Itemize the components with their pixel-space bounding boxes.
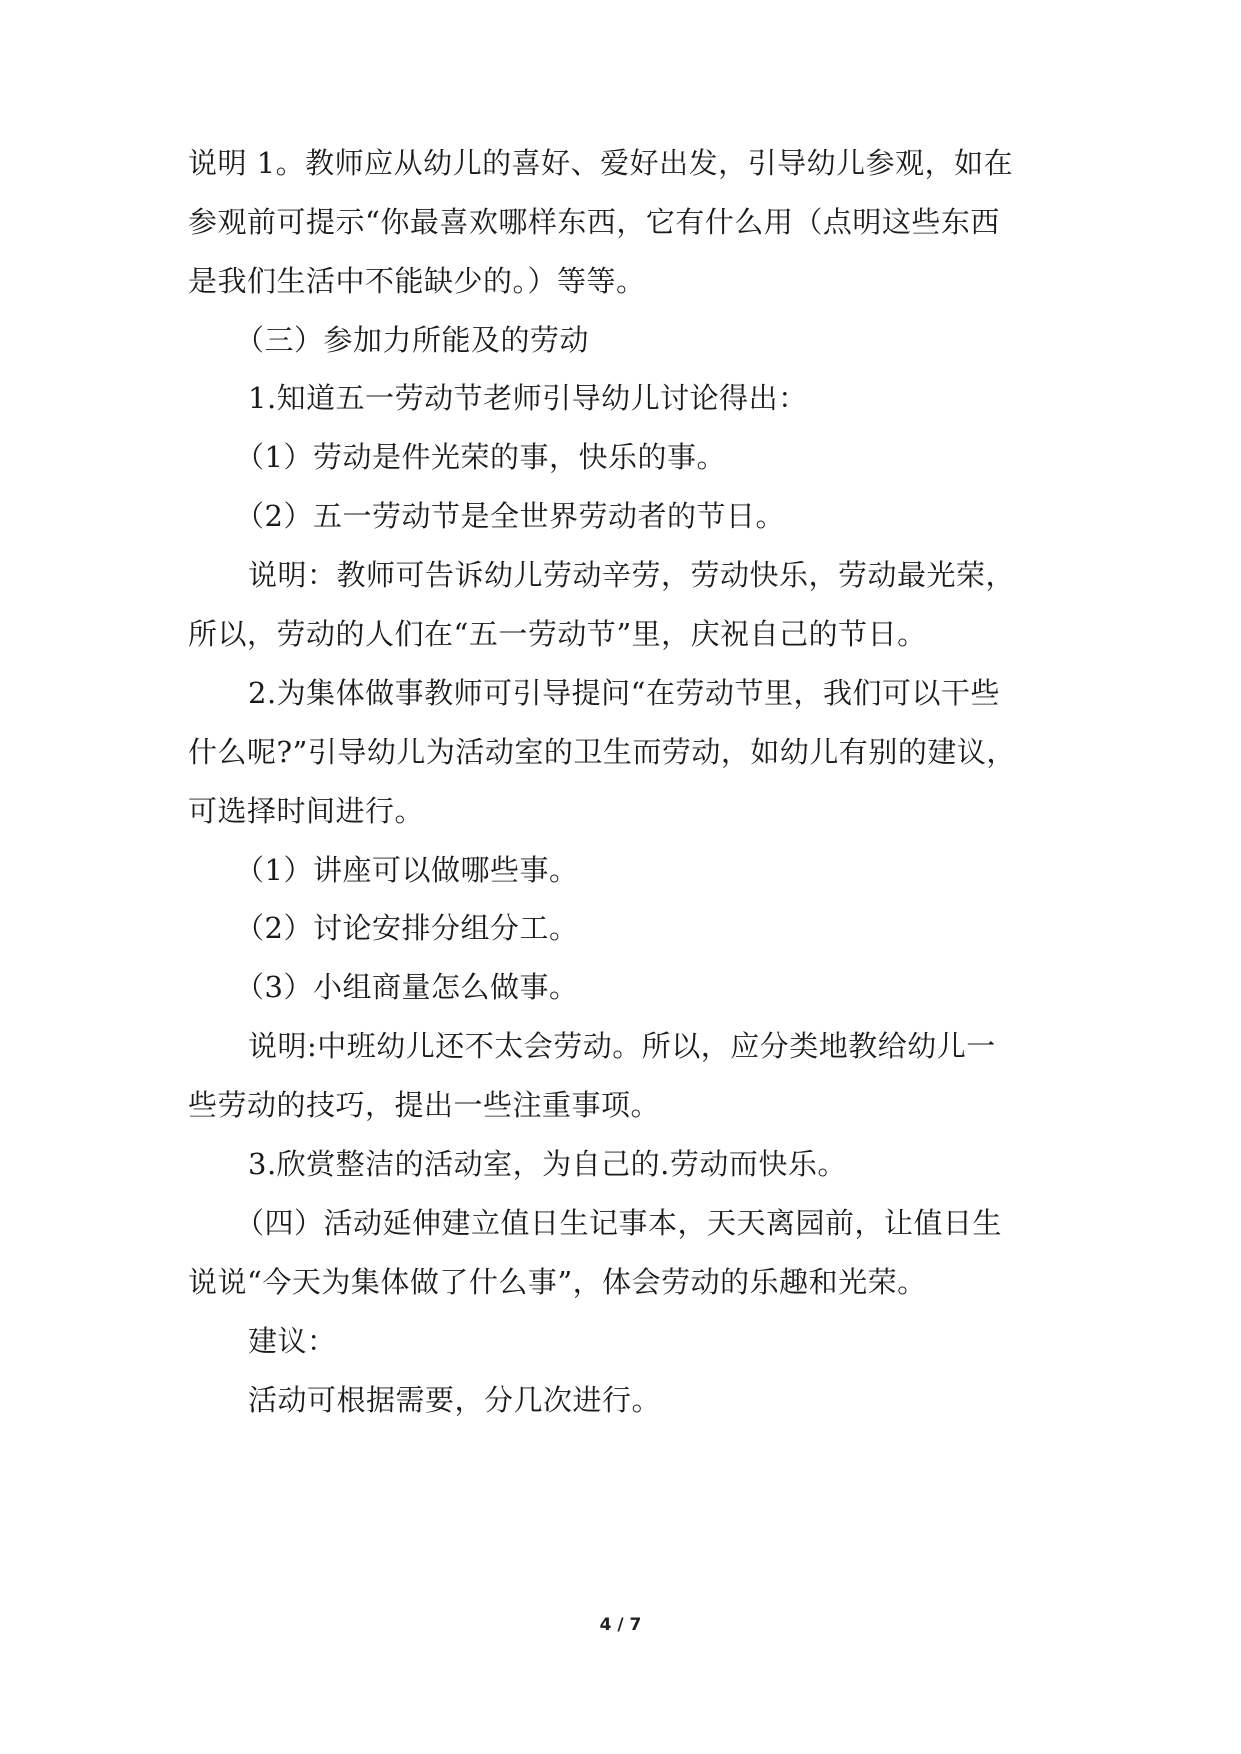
paragraph-line: 可选择时间进行。 [188, 794, 425, 828]
paragraph-line: 说明:中班幼儿还不太会劳动。所以，应分类地教给幼儿一 [248, 1029, 996, 1063]
paragraph-line: 参观前可提示“你最喜欢哪样东西，它有什么用（点明这些东西 [188, 205, 1000, 239]
list-item: （2）五一劳动节是全世界劳动者的节日。 [235, 499, 785, 533]
list-item: （1）劳动是件光荣的事，快乐的事。 [235, 440, 726, 474]
paragraph-line: 所以，劳动的人们在“五一劳动节”里，庆祝自己的节日。 [188, 617, 927, 651]
paragraph-line: 2.为集体做事教师可引导提问“在劳动节里，我们可以干些 [248, 676, 1000, 710]
paragraph-line: 些劳动的技巧，提出一些注重事项。 [188, 1088, 661, 1122]
paragraph-line: 说明：教师可告诉幼儿劳动辛劳，劳动快乐，劳动最光荣， [248, 558, 1016, 592]
list-item: （3）小组商量怎么做事。 [235, 970, 579, 1004]
list-item: （2）讨论安排分组分工。 [235, 911, 579, 945]
paragraph-line: 说明 1。教师应从幼儿的喜好、爱好出发，引导幼儿参观，如在 [188, 146, 1014, 180]
paragraph-line: 建议： [248, 1324, 337, 1358]
section-heading: （四）活动延伸建立值日生记事本，天天离园前，让值日生 [235, 1206, 1003, 1240]
paragraph-line: 是我们生活中不能缺少的。）等等。 [188, 264, 646, 298]
section-heading: （三）参加力所能及的劳动 [235, 323, 590, 357]
paragraph-line: 说说“今天为集体做了什么事”，体会劳动的乐趣和光荣。 [188, 1265, 927, 1299]
paragraph-line: 什么呢?”引导幼儿为活动室的卫生而劳动，如幼儿有别的建议， [188, 735, 1016, 769]
paragraph-line: 活动可根据需要，分几次进行。 [248, 1383, 662, 1417]
list-item: （1）讲座可以做哪些事。 [235, 853, 579, 887]
page-number: 4 / 7 [599, 1615, 642, 1635]
paragraph-line: 3.欣赏整洁的活动室，为自己的.劳动而快乐。 [248, 1147, 847, 1181]
paragraph-line: 1.知道五一劳动节老师引导幼儿讨论得出： [248, 381, 808, 415]
